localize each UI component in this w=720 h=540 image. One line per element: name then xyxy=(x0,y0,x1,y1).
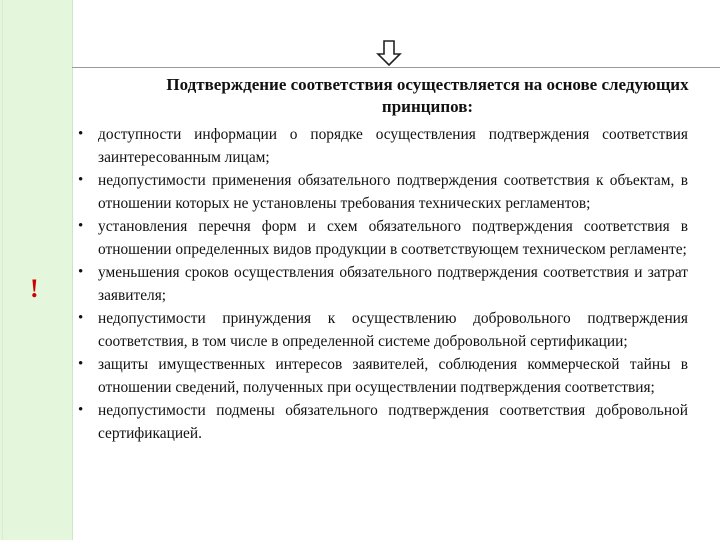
principle-item xyxy=(76,399,688,445)
exclamation-marker: ! xyxy=(30,274,39,303)
principle-item xyxy=(76,307,688,353)
down-arrow-icon xyxy=(376,40,402,66)
sidebar-edge-line xyxy=(2,0,3,540)
bullet-icon: • xyxy=(78,218,84,234)
principle-item xyxy=(76,169,688,215)
left-sidebar xyxy=(0,0,73,540)
principle-text: недопустимости применения обязательного подтверждения соответствия к объектам, в отношении которых не установлены требования технических регламентов; xyxy=(98,172,688,212)
bullet-icon: • xyxy=(78,356,84,372)
principle-item xyxy=(76,353,688,399)
principle-text: защиты имущественных интересов заявителей, соблюдения коммерческой тайны в отношении сведений, полученных при осуществлении подтверждения соответствия; xyxy=(98,356,688,396)
principle-text: установления перечня форм и схем обязательного подтверждения соответствия в отношении определенных видов продукции в соответствующем техническом регламенте; xyxy=(98,218,688,258)
bullet-icon: • xyxy=(78,264,84,280)
principles-list xyxy=(76,123,688,445)
principle-item xyxy=(76,261,688,307)
principle-text: недопустимости принуждения к осуществлению добровольного подтверждения соответствия, в том числе в определенной системе добровольной сертификации; xyxy=(98,310,688,350)
bullet-icon: • xyxy=(78,402,84,418)
principle-text: недопустимости подмены обязательного подтверждения соответствия добровольной сертификацией. xyxy=(98,402,688,442)
bullet-icon: • xyxy=(78,126,84,142)
principle-text: доступности информации о порядке осуществления подтверждения соответствия заинтересованным лицам; xyxy=(98,126,688,166)
principle-item xyxy=(76,215,688,261)
bullet-icon: • xyxy=(78,310,84,326)
slide-title: Подтверждение соответствия осуществляется на основе следующих принципов: xyxy=(166,75,689,116)
divider-line xyxy=(72,67,720,68)
bullet-icon: • xyxy=(78,172,84,188)
principle-item xyxy=(76,123,688,169)
principle-text: уменьшения сроков осуществления обязательного подтверждения соответствия и затрат заявителя; xyxy=(98,264,688,304)
